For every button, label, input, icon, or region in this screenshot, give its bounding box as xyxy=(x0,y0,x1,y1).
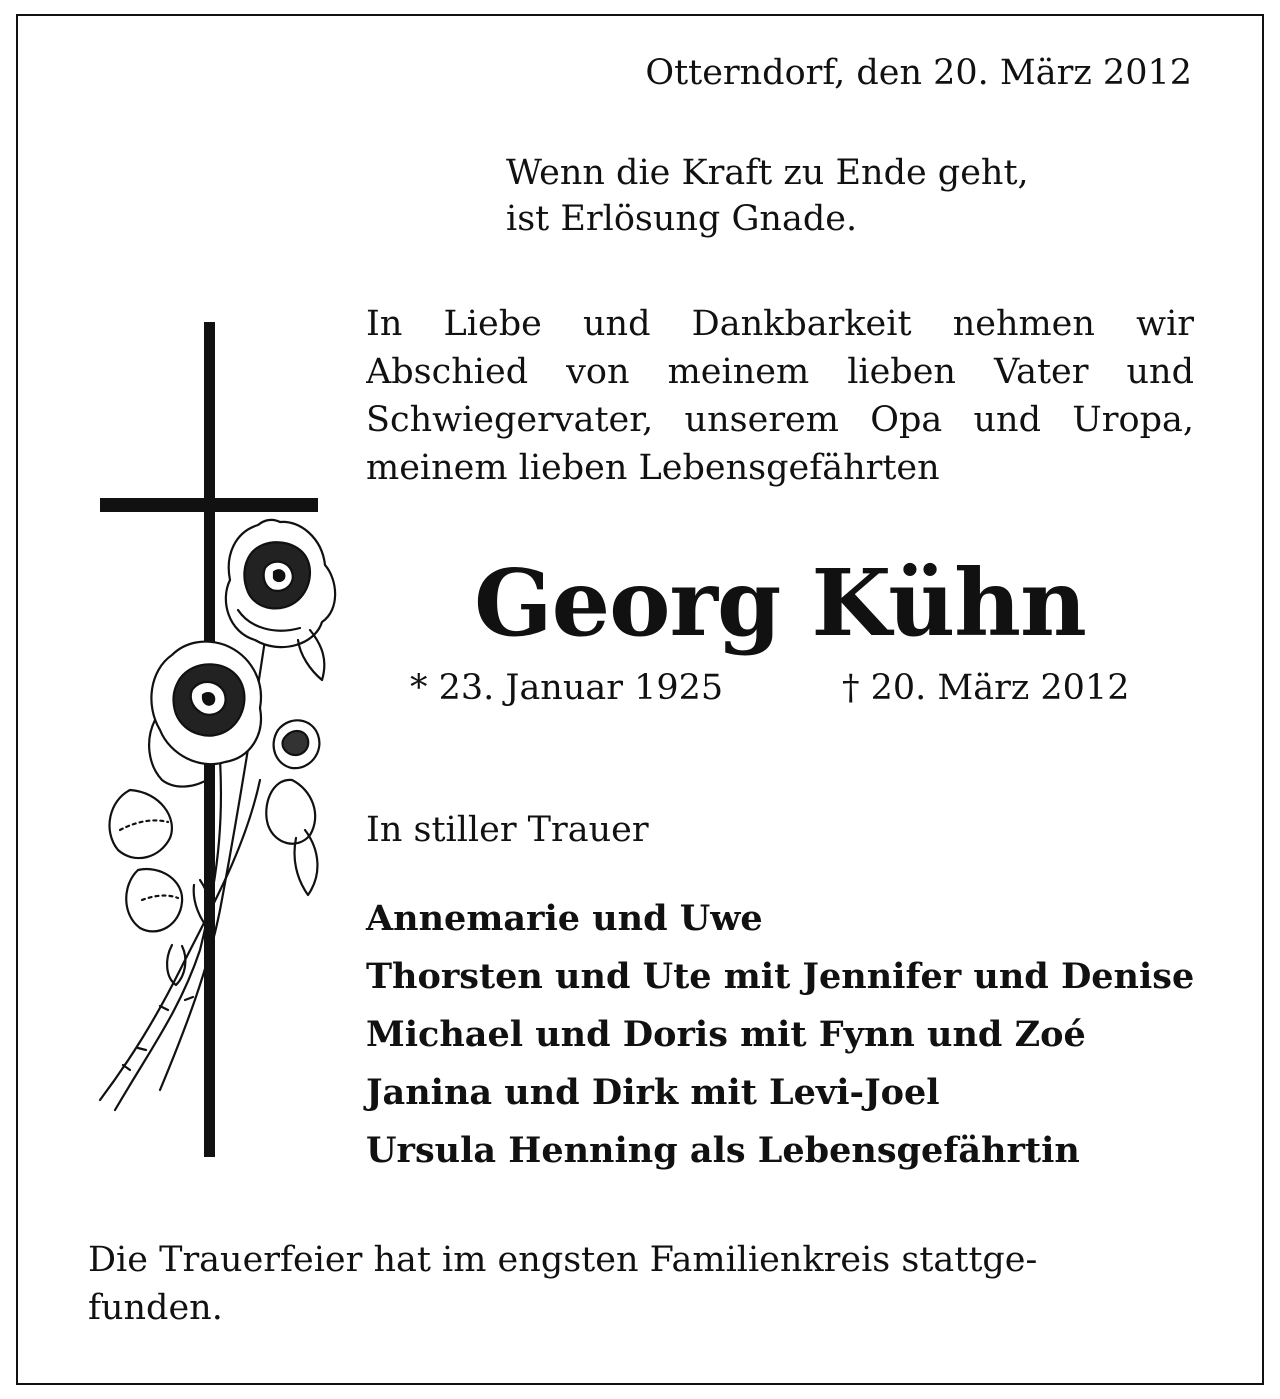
family-member: Ursula Henning als Lebensgefährtin xyxy=(366,1130,1080,1171)
family-member: Michael und Doris mit Fynn und Zoé xyxy=(366,1014,1086,1055)
ceremony-line: Die Trauerfeier hat im engsten Familienkreis stattge- xyxy=(88,1240,1038,1280)
birth-date: * 23. Januar 1925 xyxy=(410,668,724,708)
intro-line: meinem lieben Lebensgefährten xyxy=(366,448,940,488)
roses-icon xyxy=(100,520,335,1110)
motto-verse xyxy=(506,150,1029,242)
ceremony-note xyxy=(88,1236,1148,1332)
family-member: Thorsten und Ute mit Jennifer und Denise xyxy=(366,956,1195,997)
cross-with-roses xyxy=(60,310,360,1180)
ceremony-line: funden. xyxy=(88,1288,223,1328)
deceased-name: Georg Kühn xyxy=(474,549,1086,657)
place-date: Otterndorf, den 20. März 2012 xyxy=(645,53,1192,93)
intro-line: In Liebe und Dankbarkeit nehmen wir xyxy=(366,304,1194,344)
intro-text xyxy=(366,300,1194,492)
motto-line: Wenn die Kraft zu Ende geht, xyxy=(506,153,1029,193)
family-member: Janina und Dirk mit Levi-Joel xyxy=(366,1072,940,1113)
family-list xyxy=(366,890,1194,1180)
mourning-label: In stiller Trauer xyxy=(366,810,649,850)
intro-line: Abschied von meinem lieben Vater und xyxy=(366,352,1194,392)
death-date: † 20. März 2012 xyxy=(842,668,1130,708)
intro-line: Schwiegervater, unserem Opa und Uropa, xyxy=(366,400,1194,440)
family-member: Annemarie und Uwe xyxy=(366,898,763,939)
motto-line: ist Erlösung Gnade. xyxy=(506,199,858,239)
